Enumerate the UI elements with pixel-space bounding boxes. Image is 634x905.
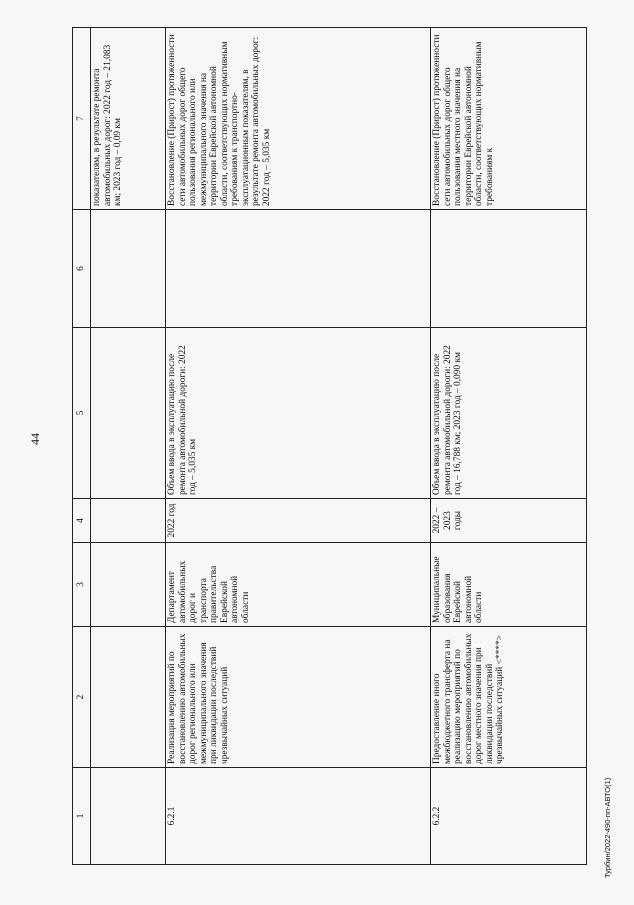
cell-indicator: Объем ввода в эксплуатацию после ремонта автомобильной дороги: 2022 год – 16,788 км; 2023 год – 0,090 км xyxy=(431,328,587,499)
cell-empty xyxy=(91,627,166,768)
table-row xyxy=(166,28,431,865)
page-number: 44 xyxy=(28,433,42,445)
table-row xyxy=(431,28,587,865)
cell-indicator: Объем ввода в эксплуатацию после ремонта автомобильной дороги: 2022 год – 5,035 км xyxy=(166,328,431,499)
cell-result: Восстановление (Прирост) протяженности сети автомобильных дорог общего пользования местного значения на территории Еврейской автономной области, соответствующих нормативным требованиям к xyxy=(431,28,587,210)
cell-empty xyxy=(91,543,166,627)
header-col-1: 1 xyxy=(73,768,91,865)
table-header-row xyxy=(73,28,91,865)
cell-empty xyxy=(91,210,166,328)
program-table-container xyxy=(72,34,587,865)
program-table xyxy=(72,27,587,865)
cell-empty xyxy=(91,328,166,499)
header-col-4: 4 xyxy=(73,499,91,543)
cell-empty xyxy=(91,499,166,543)
document-footer-code: Турбин/2022-490-пп-АВТО(1) xyxy=(603,777,612,878)
cell-continuation-result: показателям, в результате ремонта автомобильных дорог: 2022 год – 21,083 км; 2023 год – 0,09 км xyxy=(91,28,166,210)
cell-col6 xyxy=(166,210,431,328)
cell-executor: Департамент автомобильных дорог и транспорта правительства Еврейской автономной области xyxy=(166,543,431,627)
header-col-5: 5 xyxy=(73,328,91,499)
header-col-2: 2 xyxy=(73,627,91,768)
table-row-continuation xyxy=(91,28,166,865)
header-col-7: 7 xyxy=(73,28,91,210)
cell-executor: Муниципальные образования Еврейской автономной области xyxy=(431,543,587,627)
cell-result: Восстановление (Прирост) протяженности сети автомобильных дорог общего пользования регионального или межмуниципального значения на территории Еврейской автономной области, соответствующих нормативным требованиям к транспортно-эксплуатационным показателям, в результате ремонта автомобильных дорог: 2022 год – 5,035 км xyxy=(166,28,431,210)
header-col-6: 6 xyxy=(73,210,91,328)
cell-item-number: 6.2.2 xyxy=(431,768,587,865)
cell-period: 2022 – 2023 годы xyxy=(431,499,587,543)
cell-activity-name: Предоставление иного межбюджетного трансферта на реализацию мероприятий по восстановлению автомобильных дорог местного значения при ликвидации последствий чрезвычайных ситуаций <****> xyxy=(431,627,587,768)
cell-empty xyxy=(91,768,166,865)
cell-col6 xyxy=(431,210,587,328)
header-col-3: 3 xyxy=(73,543,91,627)
cell-period: 2022 год xyxy=(166,499,431,543)
cell-item-number: 6.2.1 xyxy=(166,768,431,865)
cell-activity-name: Реализация мероприятий по восстановлению автомобильных дорог регионального или межмуниципального значения при ликвидации последствий чрезвычайных ситуаций xyxy=(166,627,431,768)
